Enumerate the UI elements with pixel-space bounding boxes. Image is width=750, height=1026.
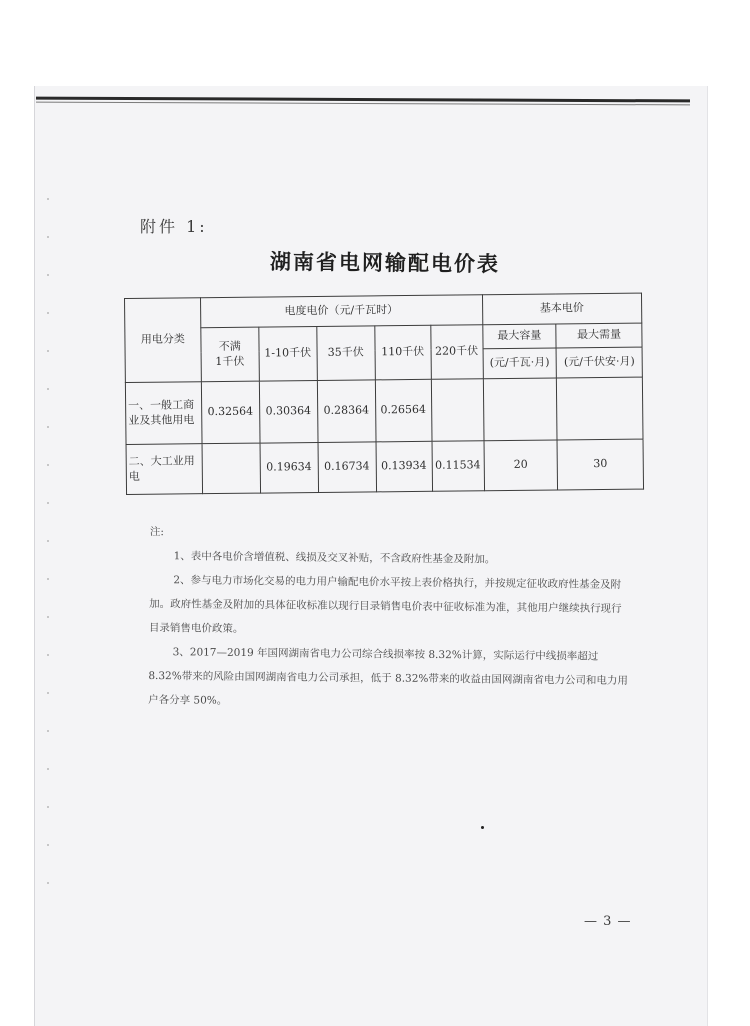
table-cell: 0.30364 [259, 380, 318, 443]
table-cell: 0.19634 [260, 442, 318, 493]
page-title: 湖南省电网输配电价表 [269, 248, 501, 277]
header-voltage-110kv: 110千伏 [374, 325, 431, 380]
table-cell: 0.11534 [432, 441, 485, 492]
table-cell: 0.16734 [318, 442, 376, 493]
notes-section [148, 520, 630, 717]
table-cell: 20 [484, 440, 558, 491]
table-cell [431, 379, 484, 442]
tariff-table [124, 293, 644, 495]
table-cell: 0.26564 [375, 379, 432, 442]
table-cell: 0.28364 [317, 380, 376, 443]
header-voltage-35kv: 35千伏 [316, 326, 375, 381]
table-cell [557, 377, 643, 440]
header-basic-price: 基本电价 [482, 293, 642, 325]
header-max-capacity: 最大容量 [482, 324, 556, 349]
scan-speck [481, 826, 484, 829]
table-cell: 0.13934 [376, 441, 432, 492]
note-item: 3、2017—2019 年国网湖南省电力公司综合线损率按 8.32%计算，实际运行中线损率超过8.32%带来的风险由国网湖南省电力公司承担，低于 8.32%带来的收益由国网湖南省电力公司和电力用户各分享 50%。 [148, 646, 628, 707]
table-cell: 30 [557, 439, 643, 490]
header-voltage-1-10kv: 1-10千伏 [258, 326, 317, 381]
row-category: 二、大工业用电 [126, 444, 202, 495]
table-row [126, 439, 643, 494]
table-cell [483, 378, 557, 441]
page-number: — 3 — [584, 914, 632, 929]
header-voltage-220kv: 220千伏 [430, 325, 483, 380]
header-energy-price: 电度电价（元/千瓦时） [200, 295, 482, 328]
header-voltage-below-1kv: 不满 1千伏 [201, 327, 260, 382]
attachment-label: 附件 1: [140, 217, 208, 236]
table-row [125, 377, 643, 444]
header-max-capacity-unit: (元/千瓦·月) [483, 348, 557, 379]
tariff-table-wrapper [124, 293, 644, 494]
header-category: 用电分类 [125, 298, 202, 383]
table-cell: 0.32564 [201, 381, 260, 444]
notes-heading: 注: [149, 525, 164, 539]
row-category: 一、一般工商业及其他用电 [125, 382, 201, 445]
table-cell [202, 443, 260, 494]
header-max-demand: 最大需量 [556, 323, 642, 348]
header-max-demand-unit: (元/千伏安·月) [556, 347, 642, 378]
binding-holes [44, 180, 54, 920]
note-item: 2、参与电力市场化交易的电力用户输配电价水平按上表价格执行，并按规定征收政府性基金及附加。政府性基金及附加的具体征收标准以现行目录销售电价表中征收标准为准，其他用户继续执行现行目录销售电价政策。 [148, 574, 622, 635]
note-item: 1、表中各电价含增值税、线损及交叉补贴，不含政府性基金及附加。 [173, 550, 496, 566]
